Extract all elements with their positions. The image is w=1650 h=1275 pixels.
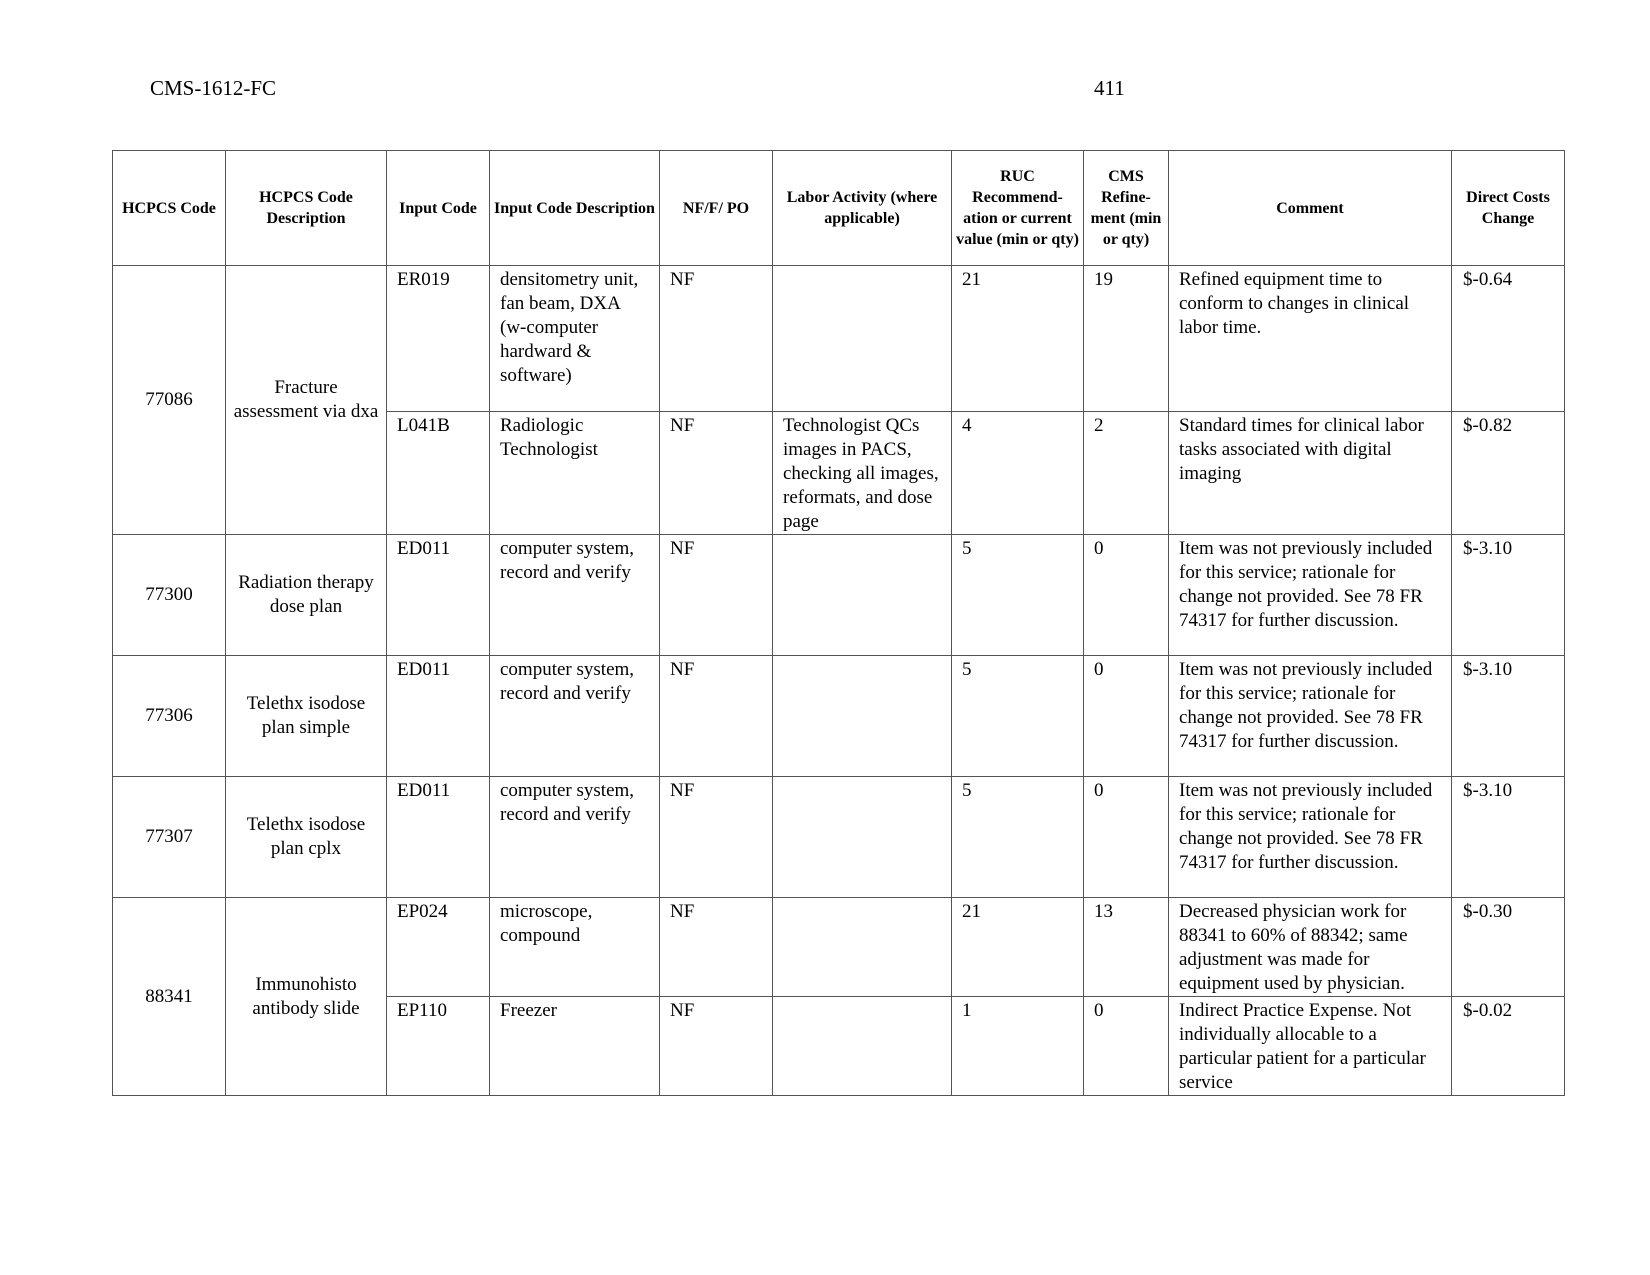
cms-refinement-cell: 0 [1084,997,1169,1096]
cms-refinement-cell: 13 [1084,898,1169,997]
cms-refinement-cell: 0 [1084,656,1169,777]
input-description-cell: microscope, compound [490,898,660,997]
ruc-value-cell: 21 [952,266,1084,412]
ruc-value-cell: 5 [952,656,1084,777]
nf-cell: NF [660,266,773,412]
input-code-cell: L041B [387,412,490,535]
input-code-cell: ER019 [387,266,490,412]
comment-cell: Item was not previously included for this service; rationale for change not provided. See 78 FR 74317 for further discussion. [1169,656,1452,777]
cms-refinement-cell: 0 [1084,777,1169,898]
table-row [113,266,1565,412]
hcpcs-code-cell: 77086 [113,266,226,535]
hcpcs-description-cell: Telethx isodose plan cplx [226,777,387,898]
input-code-cell: ED011 [387,656,490,777]
comment-cell: Item was not previously included for this service; rationale for change not provided. See 78 FR 74317 for further discussion. [1169,777,1452,898]
direct-cost-cell: $-0.82 [1452,412,1565,535]
labor-activity-cell: Technologist QCs images in PACS, checking all images, reformats, and dose page [773,412,952,535]
column-header-nf-f-po: NF/F/ PO [660,151,773,266]
cms-refinement-cell: 0 [1084,535,1169,656]
labor-activity-cell [773,266,952,412]
ruc-value-cell: 4 [952,412,1084,535]
cms-refinement-cell: 19 [1084,266,1169,412]
ruc-value-cell: 21 [952,898,1084,997]
hcpcs-description-cell: Radiation therapy dose plan [226,535,387,656]
column-header-input-code: Input Code [387,151,490,266]
comment-cell: Standard times for clinical labor tasks associated with digital imaging [1169,412,1452,535]
column-header-hcpcs-code: HCPCS Code [113,151,226,266]
column-header-labor-activity: Labor Activity (where applicable) [773,151,952,266]
input-description-cell: Freezer [490,997,660,1096]
hcpcs-description-cell: Telethx isodose plan simple [226,656,387,777]
input-description-cell: densitometry unit, fan beam, DXA (w-computer hardward & software) [490,266,660,412]
direct-cost-cell: $-3.10 [1452,777,1565,898]
column-header-hcpcs-description: HCPCS Code Description [226,151,387,266]
labor-activity-cell [773,997,952,1096]
hcpcs-code-cell: 77300 [113,535,226,656]
direct-cost-cell: $-3.10 [1452,535,1565,656]
input-code-cell: ED011 [387,777,490,898]
hcpcs-code-cell: 88341 [113,898,226,1096]
column-header-input-description: Input Code Description [490,151,660,266]
direct-cost-cell: $-3.10 [1452,656,1565,777]
table-row [113,777,1565,898]
nf-cell: NF [660,535,773,656]
hcpcs-code-cell: 77307 [113,777,226,898]
input-description-cell: computer system, record and verify [490,535,660,656]
column-header-ruc-recommendation: RUC Recommend-ation or current value (min or qty) [952,151,1084,266]
input-code-cell: EP110 [387,997,490,1096]
column-header-direct-costs-change: Direct Costs Change [1452,151,1565,266]
input-code-cell: EP024 [387,898,490,997]
nf-cell: NF [660,997,773,1096]
nf-cell: NF [660,898,773,997]
comment-cell: Decreased physician work for 88341 to 60% of 88342; same adjustment was made for equipment used by physician. [1169,898,1452,997]
ruc-value-cell: 5 [952,777,1084,898]
table-row [113,535,1565,656]
input-description-cell: computer system, record and verify [490,656,660,777]
nf-cell: NF [660,656,773,777]
column-header-cms-refinement: CMS Refine-ment (min or qty) [1084,151,1169,266]
input-description-cell: Radiologic Technologist [490,412,660,535]
cms-refinement-cell: 2 [1084,412,1169,535]
labor-activity-cell [773,898,952,997]
column-header-comment: Comment [1169,151,1452,266]
page-number: 411 [1094,76,1125,100]
direct-cost-cell: $-0.30 [1452,898,1565,997]
hcpcs-code-cell: 77306 [113,656,226,777]
nf-cell: NF [660,777,773,898]
input-description-cell: computer system, record and verify [490,777,660,898]
table-row [113,656,1565,777]
comment-cell: Item was not previously included for this service; rationale for change not provided. See 78 FR 74317 for further discussion. [1169,535,1452,656]
ruc-value-cell: 1 [952,997,1084,1096]
hcpcs-description-cell: Immunohisto antibody slide [226,898,387,1096]
table-row [113,898,1565,997]
labor-activity-cell [773,777,952,898]
labor-activity-cell [773,656,952,777]
table-header-row [113,151,1565,266]
comment-cell: Refined equipment time to conform to changes in clinical labor time. [1169,266,1452,412]
labor-activity-cell [773,535,952,656]
practice-expense-table [112,150,1565,1096]
direct-cost-cell: $-0.02 [1452,997,1565,1096]
ruc-value-cell: 5 [952,535,1084,656]
direct-cost-cell: $-0.64 [1452,266,1565,412]
document-id: CMS-1612-FC [150,76,277,100]
hcpcs-description-cell: Fracture assessment via dxa [226,266,387,535]
nf-cell: NF [660,412,773,535]
comment-cell: Indirect Practice Expense. Not individually allocable to a particular patient for a particular service [1169,997,1452,1096]
input-code-cell: ED011 [387,535,490,656]
